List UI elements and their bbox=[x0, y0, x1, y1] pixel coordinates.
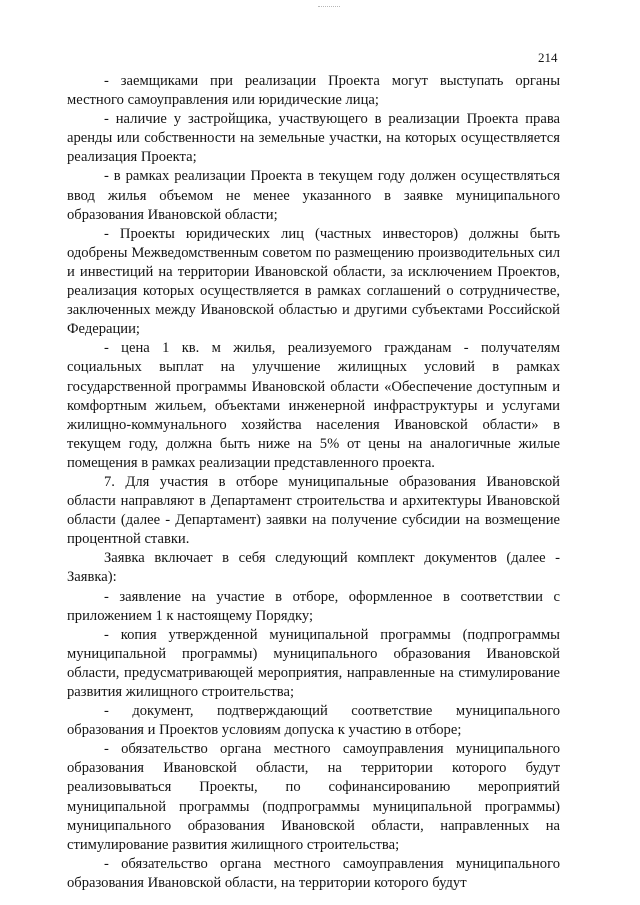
paragraph-compliance-document: - документ, подтверждающий соответствие муниципального образования и Проектов условиям допуска к участию в отборе; bbox=[67, 703, 560, 739]
paragraph-application-statement: - заявление на участие в отборе, оформленное в соответствии с приложением 1 к настоящему Порядку; bbox=[67, 588, 560, 624]
paragraph-program-copy: - копия утвержденной муниципальной программы (подпрограммы муниципальной программы) муниципального образования Ивановской области, предусматривающей мероприятия, направленные на стимулирование развития жилищного строительства; bbox=[67, 626, 560, 700]
paragraph-housing-volume: - в рамках реализации Проекта в текущем году должен осуществляться ввод жилья объемом не менее указанного в заявке муниципального образования Ивановской области; bbox=[67, 168, 560, 223]
paragraph-application-contents: Заявка включает в себя следующий комплект документов (далее - Заявка): bbox=[67, 550, 560, 586]
paragraph-obligation-continued: - обязательство органа местного самоуправления муниципального образования Ивановской области, на территории которого будут bbox=[67, 855, 560, 891]
document-body bbox=[67, 72, 560, 893]
paragraph-price-limit: - цена 1 кв. м жилья, реализуемого гражданам - получателям социальных выплат на улучшение жилищных условий в рамках государственной программы Ивановской области «Обеспечение доступным и комфортным жильем, объектами инженерной инфраструктуры и услугами жилищно-коммунального хозяйства населения Ивановской области» в текущем году, должна быть ниже на 5% от цены на аналогичные жилые помещения в рамках реализации представленного проекта. bbox=[67, 340, 560, 471]
scan-artifact bbox=[318, 0, 340, 7]
page-number: 214 bbox=[538, 50, 558, 65]
paragraph-borrowers: - заемщиками при реализации Проекта могут выступать органы местного самоуправления или юридические лица; bbox=[67, 73, 560, 109]
paragraph-investor-approval: - Проекты юридических лиц (частных инвесторов) должны быть одобрены Межведомственным советом по размещению производительных сил и инвестиций на территории Ивановской области, за исключением Проектов, реализация которых осуществляется в рамках соглашений о сотрудничестве, заключенных между Ивановской областью и другими субъектами Российской Федерации; bbox=[67, 225, 560, 338]
paragraph-cofinancing-obligation: - обязательство органа местного самоуправления муниципального образования Ивановской области, на территории которого будут реализовываться Проекты, по софинансированию мероприятий муниципальной программы (подпрограммы муниципальной программы) муниципального образования Ивановской области, направленных на стимулирование развития жилищного строительства; bbox=[67, 741, 560, 853]
paragraph-section-7: 7. Для участия в отборе муниципальные образования Ивановской области направляют в Департамент строительства и архитектуры Ивановской области (далее - Департамент) заявки на получение субсидии на возмещение процентной ставки. bbox=[67, 473, 560, 548]
paragraph-land-rights: - наличие у застройщика, участвующего в реализации Проекта права аренды или собственности на земельные участки, на которых осуществляется реализация Проекта; bbox=[67, 111, 560, 166]
